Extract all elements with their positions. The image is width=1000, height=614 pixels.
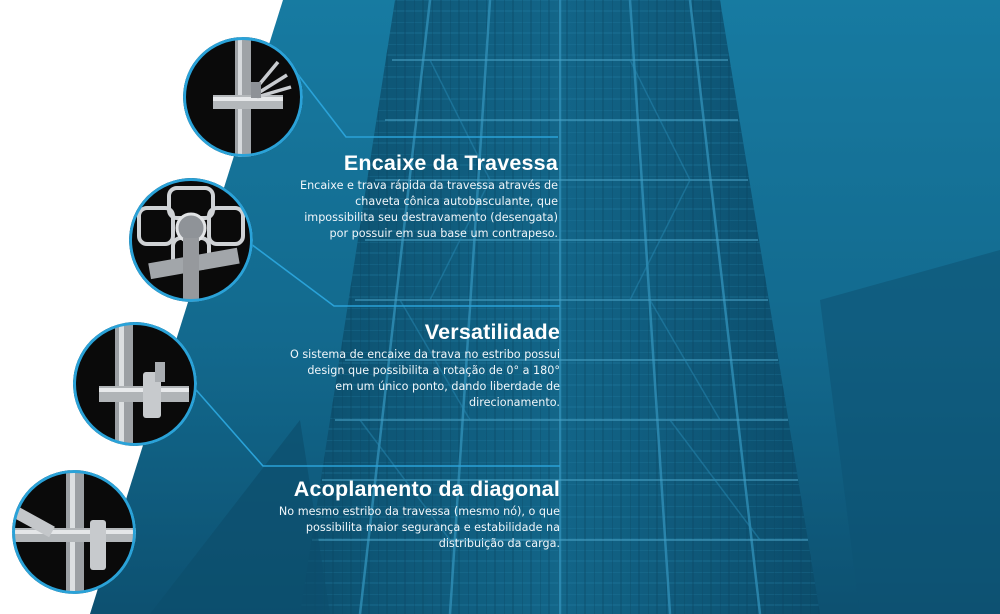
feature-acoplamento-diagonal (268, 477, 560, 552)
rosette-detail-icon (129, 178, 253, 302)
feature-title: Acoplamento da diagonal (293, 477, 560, 501)
feature-versatilidade (288, 320, 560, 411)
diagonal-coupling-detail-icon (73, 322, 197, 446)
feature-title: Versatilidade (424, 320, 560, 344)
feature-title: Encaixe da Travessa (343, 151, 558, 175)
feature-description: No mesmo estribo da travessa (mesmo nó), o que possibilita maior segurança e estabilidade na distribuição da carga. (278, 505, 560, 550)
chaveta-detail-icon (183, 37, 303, 157)
diagonal-brace-detail-icon (12, 470, 136, 594)
feature-description: O sistema de encaixe da trava no estribo possui design que possibilita a rotação de 0° a 180° em um único ponto, dando liberdade de direcionamento. (289, 348, 560, 409)
feature-encaixe-travessa (290, 151, 558, 242)
feature-description: Encaixe e trava rápida da travessa através de chaveta cônica autobasculante, que impossibilita seu destravamento (desengata) por possuir em sua base um contrapeso. (300, 179, 558, 240)
